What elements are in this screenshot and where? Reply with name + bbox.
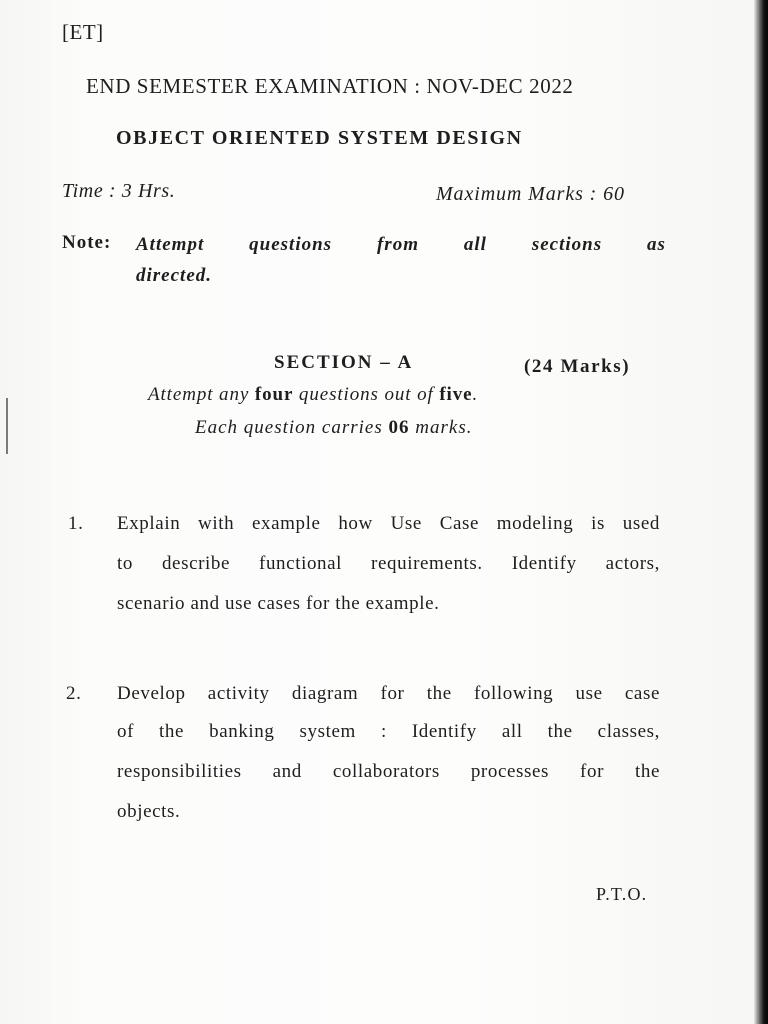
note-word: questions <box>249 234 333 255</box>
question-1-line-3: scenario and use cases for the example. <box>117 593 440 614</box>
maximum-marks: Maximum Marks : 60 <box>436 183 625 205</box>
instruction-text: . <box>472 384 479 405</box>
question-1-line-1: Explain with example how Use Case modeling is used <box>117 513 660 534</box>
paper-code-tag: [ET] <box>62 20 104 44</box>
note-label: Note: <box>62 232 112 253</box>
instruction-text: Each question carries <box>195 417 389 438</box>
instruction-emphasis: 06 <box>388 417 410 438</box>
subject-title: OBJECT ORIENTED SYSTEM DESIGN <box>116 127 523 149</box>
note-word: Attempt <box>136 234 205 255</box>
exam-title: END SEMESTER EXAMINATION : NOV-DEC 2022 <box>86 74 574 98</box>
question-2-number: 2. <box>66 683 82 704</box>
instruction-emphasis: five <box>439 384 473 405</box>
note-word: from <box>376 234 419 255</box>
instruction-text: marks. <box>409 417 473 438</box>
note-text-line-2: directed. <box>136 265 213 286</box>
page-edge-shadow <box>754 0 768 1024</box>
note-word: sections <box>531 234 603 255</box>
question-2-line-4: objects. <box>117 801 181 822</box>
note-word: as <box>647 234 666 255</box>
question-1-number: 1. <box>68 513 84 534</box>
margin-mark <box>6 398 8 454</box>
instruction-text: Attempt any <box>148 384 255 405</box>
question-1-line-2: to describe functional requirements. Identify actors, <box>117 553 660 574</box>
section-marks: (24 Marks) <box>524 356 631 377</box>
question-2-line-2: of the banking system : Identify all the classes, <box>117 721 660 742</box>
section-title: SECTION – A <box>274 352 414 373</box>
question-2-line-1: Develop activity diagram for the following use case <box>117 683 660 704</box>
note-word: all <box>463 234 487 255</box>
question-2-line-3: responsibilities and collaborators processes for the <box>117 761 660 782</box>
instruction-emphasis: four <box>254 384 294 405</box>
time-allowed: Time : 3 Hrs. <box>62 180 176 202</box>
please-turn-over: P.T.O. <box>596 884 648 904</box>
section-instruction-1 <box>148 384 478 406</box>
note-text-line-1 <box>136 234 666 256</box>
section-instruction-2 <box>195 417 472 439</box>
instruction-text: questions out of <box>293 384 440 405</box>
